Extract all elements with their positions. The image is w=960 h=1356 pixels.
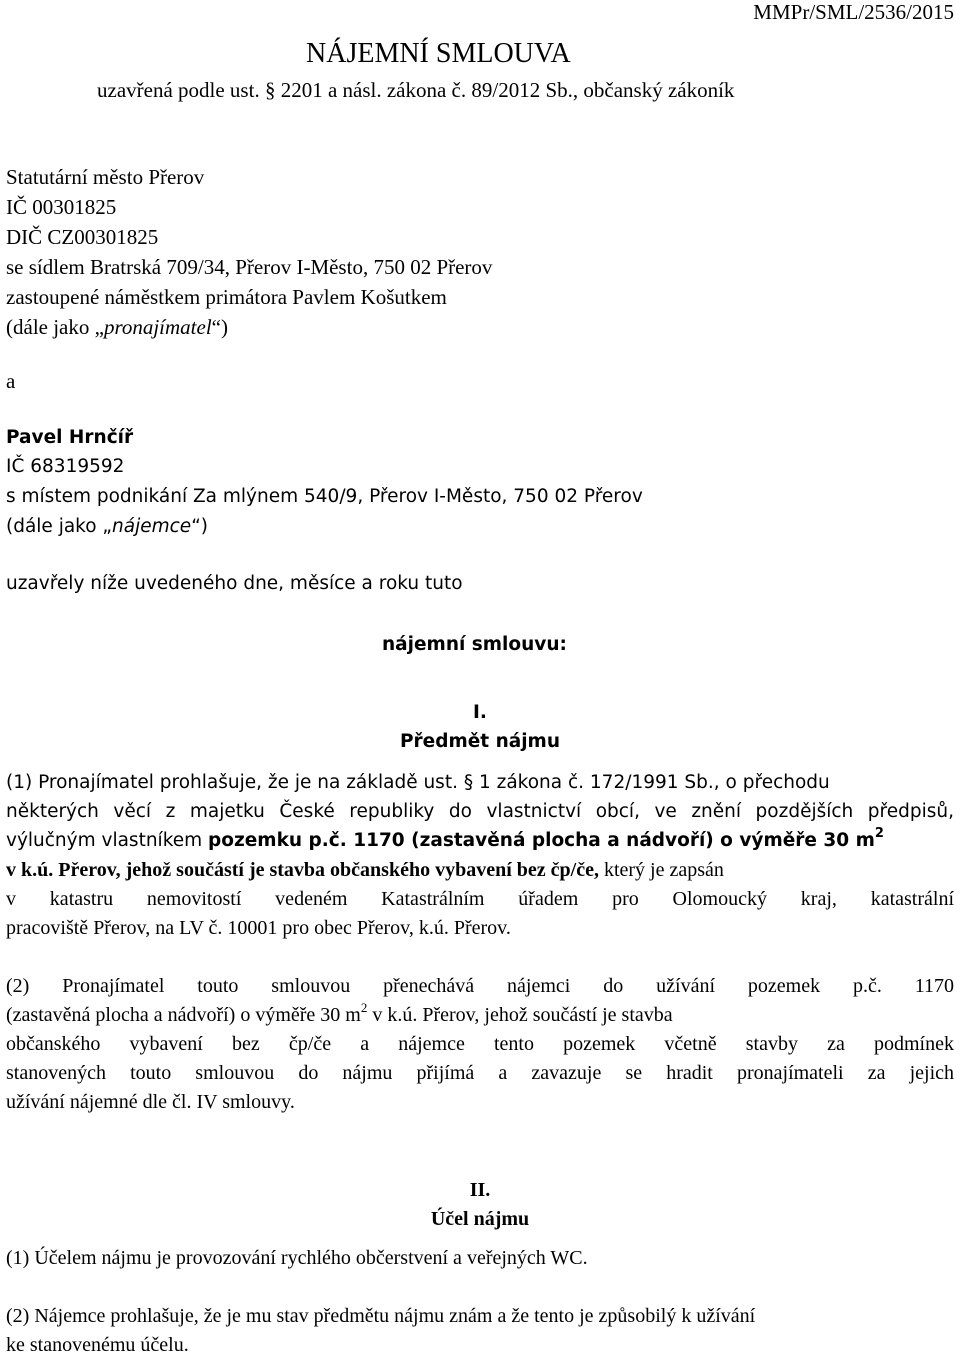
landlord-ic: IČ 00301825 <box>6 195 117 219</box>
text-run: v k.ú. Přerov, jehož součástí je stavba <box>367 1004 673 1026</box>
superscript: 2 <box>874 826 884 841</box>
landlord-alias <box>6 317 228 338</box>
text-run-bold: pozemku p.č. 1170 (zastavěná plocha a nádvoří) o výměře 30 m <box>208 830 875 851</box>
section-1-para-2-line-4: stanovených touto smlouvou do nájmu přijímá a zavazuje se hradit pronajímateli za jejich <box>6 1062 954 1084</box>
text-run: výlučným vlastníkem <box>6 830 209 851</box>
landlord-alias-prefix: (dále jako „ <box>6 315 104 339</box>
document-subtitle: uzavřená podle ust. § 2201 a násl. zákona č. 89/2012 Sb., občanský zákoník <box>97 78 735 102</box>
contract-heading: nájemní smlouvu: <box>382 634 567 655</box>
text-run-bold: v k.ú. Přerov, jehož součástí je stavba občanského vybavení bez čp/če, <box>6 859 599 881</box>
section-1-para-1-line-1: (1) Pronajímatel prohlašuje, že je na základě ust. § 1 zákona č. 172/1991 Sb., o přechodu <box>6 772 830 793</box>
section-1-para-1-line-6: pracoviště Přerov, na LV č. 10001 pro obec Přerov, k.ú. Přerov. <box>6 917 511 939</box>
section-1-para-1-line-5: v katastru nemovitostí vedeném Katastrálním úřadem pro Olomoucký kraj, katastrální <box>6 888 954 910</box>
text-run: který je zapsán <box>598 859 724 881</box>
tenant-alias-suffix: “) <box>191 516 208 537</box>
section-1-para-2-line-2 <box>6 1000 673 1026</box>
superscript: 2 <box>360 1000 368 1015</box>
tenant-ic: IČ 68319592 <box>6 456 125 477</box>
section-1-para-1-line-4 <box>6 860 724 880</box>
section-1-para-2-line-3: občanského vybavení bez čp/če a nájemce tento pozemek včetně stavby za podmínek <box>6 1033 954 1055</box>
tenant-alias-term: nájemce <box>112 516 192 537</box>
section-1-para-2-line-1: (2) Pronajímatel touto smlouvou přenechává nájemci do užívání pozemek p.č. 1170 <box>6 975 954 997</box>
parties-conjunction: a <box>6 369 16 393</box>
tenant-name: Pavel Hrnčíř <box>6 427 134 448</box>
landlord-dic: DIČ CZ00301825 <box>6 225 159 249</box>
section-2-para-2-line-1: (2) Nájemce prohlašuje, že je mu stav předmětu nájmu znám a že tento je způsobilý k užívání <box>6 1305 756 1327</box>
section-1-para-2-line-5: užívání nájemné dle čl. IV smlouvy. <box>6 1091 295 1113</box>
tenant-business-address: s místem podnikání Za mlýnem 540/9, Přerov I-Město, 750 02 Přerov <box>6 486 643 507</box>
text-run: (zastavěná plocha a nádvoří) o výměře 30 m <box>6 1004 361 1026</box>
document-reference: MMPr/SML/2536/2015 <box>753 0 954 24</box>
landlord-name: Statutární město Přerov <box>6 165 205 189</box>
section-2-para-2-line-2: ke stanovenému účelu. <box>6 1334 189 1356</box>
tenant-alias-prefix: (dále jako „ <box>6 516 113 537</box>
landlord-alias-term: pronajímatel <box>103 315 212 339</box>
landlord-alias-suffix: “) <box>211 315 228 339</box>
section-1-number: I. <box>473 702 487 723</box>
document-title: NÁJEMNÍ SMLOUVA <box>306 38 571 69</box>
landlord-representative: zastoupené náměstkem primátora Pavlem Košutkem <box>6 285 447 309</box>
section-1-heading: Předmět nájmu <box>399 731 561 752</box>
landlord-seat: se sídlem Bratrská 709/34, Přerov I-Město, 750 02 Přerov <box>6 255 493 279</box>
section-2-heading: Účel nájmu <box>430 1208 530 1230</box>
tenant-alias <box>6 518 208 537</box>
section-1-para-1-line-2: některých věcí z majetku České republiky do vlastnictví obcí, ve znění pozdějších předpisů, <box>6 801 954 822</box>
section-2-number: II. <box>469 1179 491 1201</box>
intro-text: uzavřely níže uvedeného dne, měsíce a roku tuto <box>6 573 463 594</box>
section-1-para-1-line-3 <box>6 826 884 851</box>
section-2-para-1: (1) Účelem nájmu je provozování rychlého občerstvení a veřejných WC. <box>6 1247 588 1269</box>
